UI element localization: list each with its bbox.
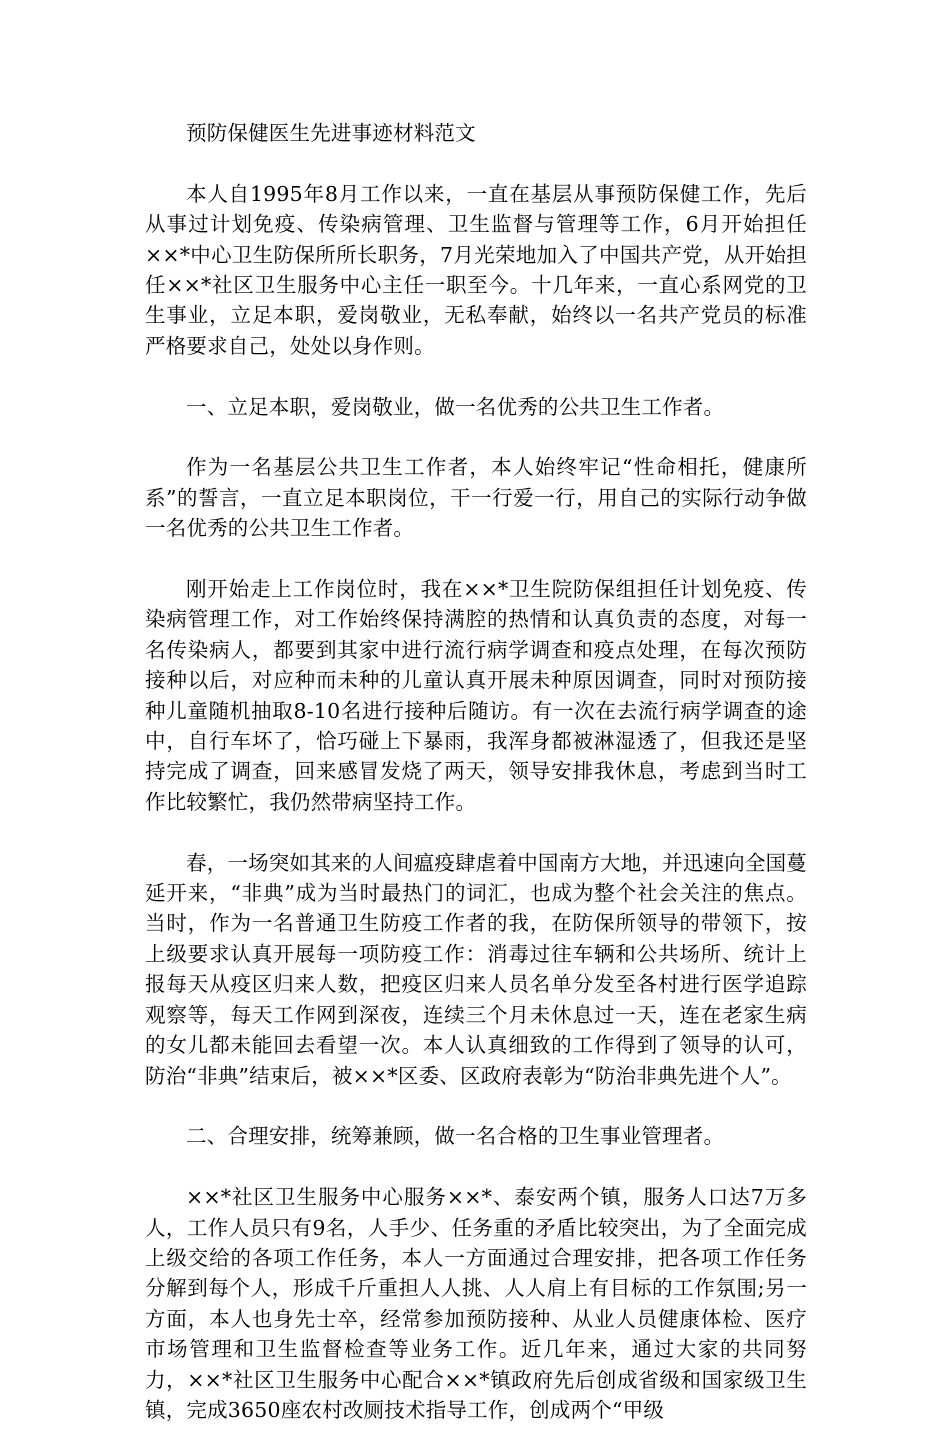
document-body <box>145 118 807 1456</box>
paragraph-intro: 本人自1995年8月工作以来，一直在基层从事预防保健工作，先后从事过计划免疫、传染病管理、卫生监督与管理等工作，6月开始担任××*中心卫生防保所所长职务，7月光荣地加入了中国共产党，从开始担任××*社区卫生服务中心主任一职至今。十几年来，一直心系网党的卫生事业，立足本职，爱岗敬业，无私奉献，始终以一名共产党员的标准严格要求自己，处处以身作则。 <box>145 181 807 358</box>
paragraph-management: ××*社区卫生服务中心服务××*、泰安两个镇，服务人口达7万多人，工作人员只有9名，人手少、任务重的矛盾比较突出，为了全面完成上级交给的各项工作任务，本人一方面通过合理安排，把各项工作任务分解到每个人，形成千斤重担人人挑、人人肩上有目标的工作氛围;另一方面，本人也身先士卒，经常参加预防接种、从业人员健康体检、医疗市场管理和卫生监督检查等业务工作。近几年来，通过大家的共同努力，××*社区卫生服务中心配合××*镇政府先后创成省级和国家级卫生镇，完成3650座农村改厕技术指导工作，创成两个“甲级 <box>145 1185 807 1422</box>
section-heading-2: 二、合理安排，统筹兼顾，做一名合格的卫生事业管理者。 <box>186 1124 725 1149</box>
paragraph-sars: 春，一场突如其来的人间瘟疫肆虐着中国南方大地，并迅速向全国蔓延开来，“非典”成为当时最热门的词汇，也成为整个社会关注的焦点。当时，作为一名普通卫生防疫工作者的我，在防保所领导的带领下，按上级要求认真开展每一项防疫工作：消毒过往车辆和公共场所、统计上报每天从疫区归来人数，把疫区归来人员名单分发至各村进行医学追踪观察等，每天工作网到深夜，连续三个月未休息过一天，连在老家生病的女儿都未能回去看望一次。本人认真细致的工作得到了领导的认可，防治“非典”结束后，被××*区委、区政府表彰为“防治非典先进个人”。 <box>145 850 807 1088</box>
document-title: 预防保健医生先进事迹材料范文 <box>186 121 476 145</box>
paragraph-oath: 作为一名基层公共卫生工作者，本人始终牢记“性命相托，健康所系”的誓言，一直立足本职岗位，干一行爱一行，用自己的实际行动争做一名优秀的公共卫生工作者。 <box>145 455 807 541</box>
paragraph-early-work: 刚开始走上工作岗位时，我在××*卫生院防保组担任计划免疫、传染病管理工作，对工作始终保持满腔的热情和认真负责的态度，对每一名传染病人，都要到其家中进行流行病学调查和疫点处理，在每次预防接种以后，对应种而未种的儿童认真开展未种原因调查，同时对预防接种儿童随机抽取8-10名进行接种后随访。有一次在去流行病学调查的途中，自行车坏了，恰巧碰上下暴雨，我浑身都被淋湿透了，但我还是坚持完成了调查，回来感冒发烧了两天，领导安排我休息，考虑到当时工作比较繁忙，我仍然带病坚持工作。 <box>145 577 807 814</box>
section-heading-1: 一、立足本职，爱岗敬业，做一名优秀的公共卫生工作者。 <box>186 394 725 419</box>
